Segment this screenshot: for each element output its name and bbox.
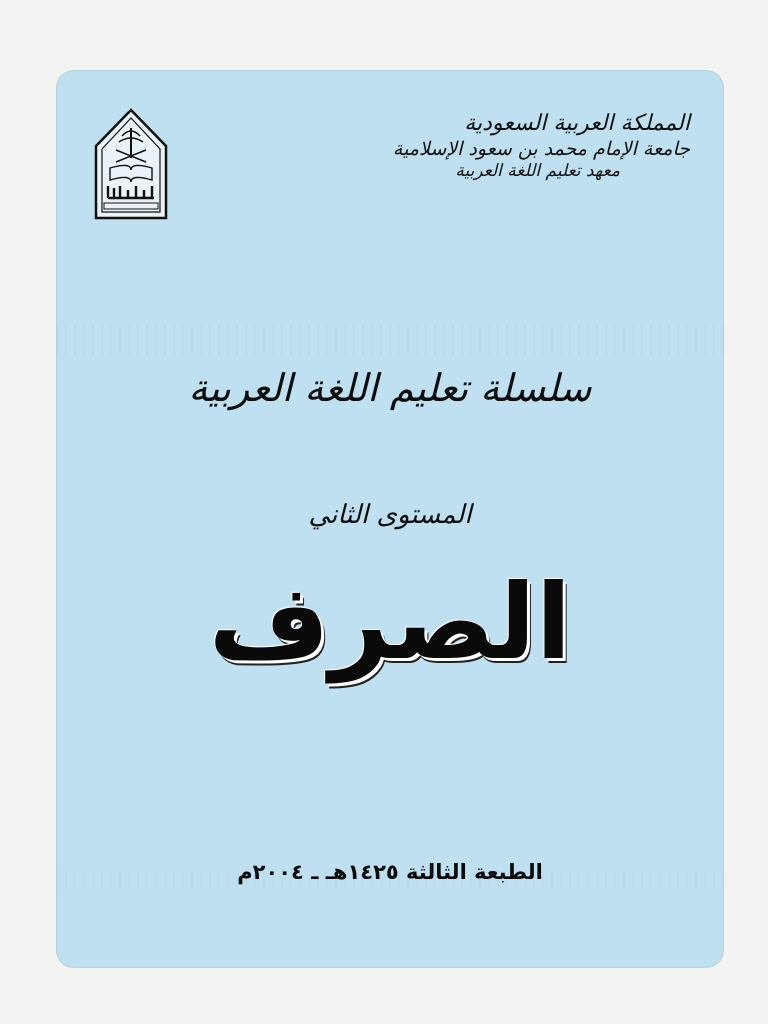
bleed-through-texture	[56, 325, 724, 355]
edition-line: الطبعة الثالثة ١٤٢٥هـ ـ ٢٠٠٤م	[237, 860, 543, 884]
institute-name: معهد تعليم اللغة العربية	[455, 161, 620, 182]
subject-title: الصرف	[208, 561, 572, 683]
book-cover	[56, 70, 724, 968]
country-name: المملكة العربية السعودية	[464, 111, 690, 136]
level-title: المستوى الثاني	[308, 500, 472, 530]
series-title: سلسلة تعليم اللغة العربية	[188, 366, 592, 410]
university-emblem-icon	[92, 106, 170, 222]
institution-header	[390, 110, 690, 183]
university-name: جامعة الإمام محمد بن سعود الإسلامية	[392, 137, 690, 160]
